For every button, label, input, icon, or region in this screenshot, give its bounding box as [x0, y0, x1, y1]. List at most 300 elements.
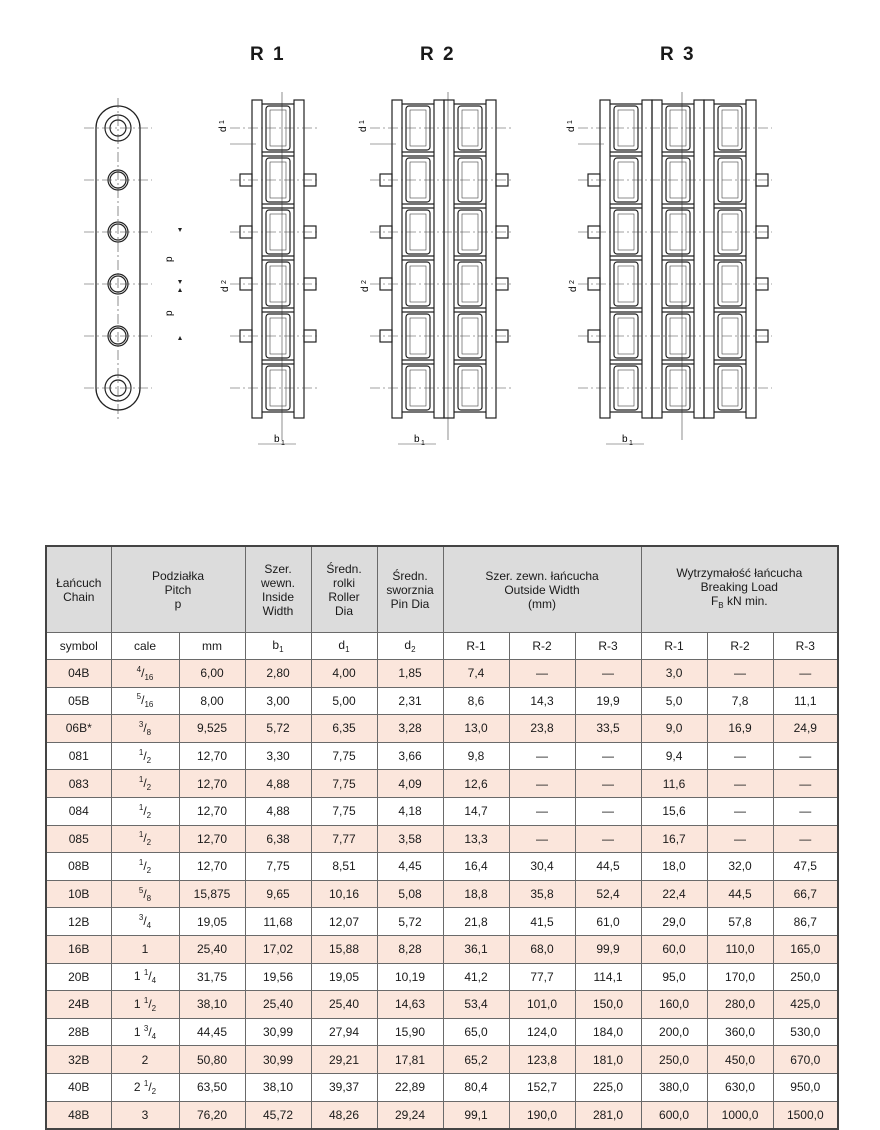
cell-d1: 25,40 [311, 991, 377, 1019]
cell-d1: 29,21 [311, 1046, 377, 1074]
cell-outside-width: 101,0 [509, 991, 575, 1019]
cell-outside-width: 77,7 [509, 963, 575, 991]
cell-outside-width: 14,3 [509, 687, 575, 715]
cell-d1: 39,37 [311, 1073, 377, 1101]
cell-d2: 4,09 [377, 770, 443, 798]
cell-breaking-load: 530,0 [773, 1018, 838, 1046]
header-line: Łańcuch [56, 575, 102, 590]
subheader-sub: 2 [411, 645, 416, 654]
cell-breaking-load: 66,7 [773, 880, 838, 908]
cell-d1: 6,35 [311, 715, 377, 743]
cell-inches [111, 715, 179, 743]
cell-outside-width: 181,0 [575, 1046, 641, 1074]
cell-breaking-load: 425,0 [773, 991, 838, 1019]
cell-d1: 5,00 [311, 687, 377, 715]
cell-mm: 63,50 [179, 1073, 245, 1101]
cell-breaking-load: 950,0 [773, 1073, 838, 1101]
header-line: (mm) [528, 596, 556, 611]
cell-b1: 5,72 [245, 715, 311, 743]
subheader-cell [773, 633, 838, 660]
cell-inches [111, 963, 179, 991]
cell-breaking-load: 11,6 [641, 770, 707, 798]
cell-d2: 5,72 [377, 908, 443, 936]
table-subheader-row [46, 633, 838, 660]
cell-mm: 12,70 [179, 825, 245, 853]
cell-breaking-load: 60,0 [641, 935, 707, 963]
table-row [46, 660, 838, 688]
header-line: Outside Width [504, 582, 580, 597]
header-line: Szer. [264, 561, 292, 576]
cell-breaking-load: 7,8 [707, 687, 773, 715]
cell-breaking-load: 5,0 [641, 687, 707, 715]
inch-slash: / [148, 969, 152, 984]
header-line: Pin Dia [390, 596, 430, 611]
cell-breaking-load: — [773, 742, 838, 770]
inch-slash: / [143, 858, 147, 873]
title-r1: R 1 [250, 44, 286, 65]
outer-plate [392, 100, 402, 418]
label-d1: d [566, 126, 577, 132]
cell-b1: 38,10 [245, 1073, 311, 1101]
chain-technical-drawing [0, 0, 880, 470]
cell-b1: 25,40 [245, 991, 311, 1019]
inch-num: 1 [138, 747, 144, 757]
cell-breaking-load: 1000,0 [707, 1101, 773, 1129]
cell-outside-width: 9,8 [443, 742, 509, 770]
cell-d1: 7,75 [311, 770, 377, 798]
cell-inches [111, 687, 179, 715]
header-tail: kN min. [723, 594, 768, 608]
header-line: Wytrzymałość łańcucha [676, 566, 803, 580]
header-line: Podziałka [151, 568, 205, 583]
cell-outside-width: 23,8 [509, 715, 575, 743]
outer-plate [444, 100, 454, 418]
cell-symbol: 04B [46, 660, 111, 688]
header-cell [111, 546, 245, 633]
header-cell [443, 546, 641, 633]
cell-outside-width: — [575, 825, 641, 853]
cell-d1: 7,75 [311, 797, 377, 825]
subheader-text: R-1 [664, 639, 684, 653]
cell-symbol: 08B [46, 853, 111, 881]
cell-inches [111, 742, 179, 770]
label-b1-sub: 1 [421, 440, 425, 447]
inch-num: 4 [136, 664, 142, 674]
label-b1-sub: 1 [281, 440, 285, 447]
cell-outside-width: — [509, 825, 575, 853]
cell-outside-width: 123,8 [509, 1046, 575, 1074]
header-line: sworznia [386, 582, 434, 597]
cell-outside-width: — [509, 742, 575, 770]
inch-den: 4 [151, 1031, 157, 1041]
cell-breaking-load: 110,0 [707, 935, 773, 963]
cell-outside-width: — [575, 660, 641, 688]
cell-breaking-load: 95,0 [641, 963, 707, 991]
cell-outside-width: 36,1 [443, 935, 509, 963]
cell-breaking-load: 360,0 [707, 1018, 773, 1046]
cell-breaking-load: — [707, 770, 773, 798]
cell-outside-width: 13,3 [443, 825, 509, 853]
inch-num: 5 [138, 885, 144, 895]
cell-d2: 3,66 [377, 742, 443, 770]
cell-breaking-load: 450,0 [707, 1046, 773, 1074]
cell-breaking-load: 670,0 [773, 1046, 838, 1074]
cell-breaking-load: 630,0 [707, 1073, 773, 1101]
cell-breaking-load: — [773, 770, 838, 798]
cell-mm: 12,70 [179, 797, 245, 825]
inch-whole: 3 [141, 1107, 149, 1122]
inch-den: 8 [146, 727, 152, 737]
header-cell [46, 546, 111, 633]
cell-b1: 3,00 [245, 687, 311, 715]
cell-breaking-load: 11,1 [773, 687, 838, 715]
cell-mm: 50,80 [179, 1046, 245, 1074]
cell-outside-width: 53,4 [443, 991, 509, 1019]
cell-symbol: 06B* [46, 715, 111, 743]
cell-symbol: 40B [46, 1073, 111, 1101]
outer-plate [746, 100, 756, 418]
cell-b1: 17,02 [245, 935, 311, 963]
subheader-text: mm [202, 639, 222, 653]
subheader-text: R-3 [598, 639, 618, 653]
cell-d1: 7,77 [311, 825, 377, 853]
cell-symbol: 24B [46, 991, 111, 1019]
header-cell [641, 546, 838, 633]
cell-outside-width: 184,0 [575, 1018, 641, 1046]
header-line: Szer. zewn. łańcucha [485, 568, 599, 583]
cell-b1: 30,99 [245, 1046, 311, 1074]
inch-whole: 1 [133, 1024, 144, 1039]
cell-outside-width: 61,0 [575, 908, 641, 936]
subheader-cell [111, 633, 179, 660]
label-d2-sub: 2 [569, 280, 576, 284]
label-b1: b [414, 434, 420, 445]
header-line: p [174, 596, 182, 611]
table-row [46, 1046, 838, 1074]
inch-num: 3 [143, 1023, 149, 1033]
cell-outside-width: 35,8 [509, 880, 575, 908]
cell-outside-width: 13,0 [443, 715, 509, 743]
cell-breaking-load: 170,0 [707, 963, 773, 991]
inch-slash: / [143, 720, 147, 735]
cell-d2: 22,89 [377, 1073, 443, 1101]
cell-outside-width: 68,0 [509, 935, 575, 963]
label-d2-sub: 2 [221, 280, 228, 284]
cell-inches [111, 660, 179, 688]
cell-breaking-load: — [707, 825, 773, 853]
cell-breaking-load: 22,4 [641, 880, 707, 908]
subheader-text: R-1 [466, 639, 486, 653]
cell-outside-width: 99,1 [443, 1101, 509, 1129]
subheader-text: R-3 [795, 639, 815, 653]
inch-den: 4 [146, 921, 152, 931]
cell-b1: 19,56 [245, 963, 311, 991]
inch-den: 16 [144, 700, 154, 710]
cell-outside-width: 41,2 [443, 963, 509, 991]
inch-whole: 1 [141, 942, 149, 957]
subheader-text: d [404, 638, 412, 652]
cell-b1: 4,88 [245, 797, 311, 825]
inch-den: 2 [151, 1003, 157, 1013]
inch-den: 2 [146, 865, 152, 875]
cell-outside-width: 21,8 [443, 908, 509, 936]
header-line: Roller [328, 589, 360, 604]
label-d1-sub: 1 [567, 120, 574, 124]
table-row [46, 825, 838, 853]
cell-mm: 31,75 [179, 963, 245, 991]
header-line: Dia [334, 603, 353, 618]
cell-outside-width: 152,7 [509, 1073, 575, 1101]
cell-outside-width: 190,0 [509, 1101, 575, 1129]
inch-num: 1 [138, 802, 144, 812]
cell-outside-width: 65,0 [443, 1018, 509, 1046]
header-line: wewn. [260, 575, 295, 590]
inch-slash: / [143, 831, 147, 846]
header-cell [245, 546, 311, 633]
cell-symbol: 20B [46, 963, 111, 991]
subheader-cell [311, 633, 377, 660]
subheader-cell [179, 633, 245, 660]
subheader-text: R-2 [532, 639, 552, 653]
label-d2: d [568, 286, 579, 292]
header-line: Chain [63, 589, 95, 604]
cell-outside-width: 7,4 [443, 660, 509, 688]
cell-d1: 48,26 [311, 1101, 377, 1129]
cell-symbol: 48B [46, 1101, 111, 1129]
label-d2-sub: 2 [361, 280, 368, 284]
table-row [46, 742, 838, 770]
header-line: $F_B$ kN min. [710, 594, 768, 610]
label-b1: b [622, 434, 628, 445]
cell-d2: 5,08 [377, 880, 443, 908]
header-cell [311, 546, 377, 633]
cell-d1: 4,00 [311, 660, 377, 688]
cell-outside-width: — [509, 660, 575, 688]
cell-outside-width: 41,5 [509, 908, 575, 936]
label-d1: d [218, 126, 229, 132]
cell-symbol: 085 [46, 825, 111, 853]
cell-breaking-load: — [707, 660, 773, 688]
cell-outside-width: 16,4 [443, 853, 509, 881]
label-d1-sub: 1 [359, 120, 366, 124]
chain-spec-table [45, 545, 839, 1130]
inch-whole: 2 [141, 1052, 149, 1067]
cell-outside-width: 225,0 [575, 1073, 641, 1101]
table-row [46, 963, 838, 991]
cell-breaking-load: 600,0 [641, 1101, 707, 1129]
cell-mm: 6,00 [179, 660, 245, 688]
cell-breaking-load: 32,0 [707, 853, 773, 881]
cell-breaking-load: 3,0 [641, 660, 707, 688]
cell-breaking-load: 57,8 [707, 908, 773, 936]
cell-outside-width: 14,7 [443, 797, 509, 825]
cell-d2: 29,24 [377, 1101, 443, 1129]
inch-num: 3 [138, 719, 144, 729]
cell-mm: 25,40 [179, 935, 245, 963]
header-line: Width [262, 603, 294, 618]
cell-symbol: 32B [46, 1046, 111, 1074]
inch-slash: / [148, 1079, 152, 1094]
cell-breaking-load: 24,9 [773, 715, 838, 743]
cell-breaking-load: 160,0 [641, 991, 707, 1019]
inch-whole: 2 [133, 1079, 144, 1094]
label-d1-sub: 1 [219, 120, 226, 124]
cell-mm: 12,70 [179, 742, 245, 770]
outer-plate [252, 100, 262, 418]
table-row [46, 908, 838, 936]
cell-outside-width: — [575, 742, 641, 770]
cell-symbol: 12B [46, 908, 111, 936]
cell-inches [111, 1018, 179, 1046]
table-row [46, 991, 838, 1019]
cell-b1: 3,30 [245, 742, 311, 770]
cell-outside-width: 114,1 [575, 963, 641, 991]
cell-mm: 44,45 [179, 1018, 245, 1046]
cell-breaking-load: 250,0 [641, 1046, 707, 1074]
cell-d2: 2,31 [377, 687, 443, 715]
inch-slash: / [148, 996, 152, 1011]
cell-b1: 7,75 [245, 853, 311, 881]
subheader-text: cale [133, 639, 156, 653]
cell-inches [111, 880, 179, 908]
title-r2: R 2 [420, 44, 456, 65]
inch-num: 1 [138, 775, 144, 785]
cell-outside-width: 8,6 [443, 687, 509, 715]
subheader-cell [377, 633, 443, 660]
table-row [46, 770, 838, 798]
cell-inches [111, 825, 179, 853]
outer-plate [434, 100, 444, 418]
table-row [46, 797, 838, 825]
label-d1: d [358, 126, 369, 132]
cell-symbol: 081 [46, 742, 111, 770]
subheader-cell [641, 633, 707, 660]
inch-whole: 1 [133, 996, 144, 1011]
cell-d2: 17,81 [377, 1046, 443, 1074]
outer-plate [600, 100, 610, 418]
cell-b1: 6,38 [245, 825, 311, 853]
cell-outside-width: 281,0 [575, 1101, 641, 1129]
subheader-cell [46, 633, 111, 660]
cell-inches [111, 1046, 179, 1074]
cell-symbol: 10B [46, 880, 111, 908]
header-line: Pitch [164, 582, 192, 597]
cell-inches [111, 908, 179, 936]
inch-den: 2 [146, 838, 152, 848]
cell-breaking-load: 16,9 [707, 715, 773, 743]
cell-mm: 76,20 [179, 1101, 245, 1129]
cell-breaking-load: 280,0 [707, 991, 773, 1019]
cell-inches [111, 1101, 179, 1129]
cell-mm: 19,05 [179, 908, 245, 936]
cell-breaking-load: — [773, 825, 838, 853]
cell-inches [111, 797, 179, 825]
cell-outside-width: 52,4 [575, 880, 641, 908]
subheader-sub: 1 [279, 645, 284, 654]
cell-breaking-load: 200,0 [641, 1018, 707, 1046]
cell-breaking-load: 380,0 [641, 1073, 707, 1101]
cell-d2: 14,63 [377, 991, 443, 1019]
cell-outside-width: 44,5 [575, 853, 641, 881]
table-row [46, 1073, 838, 1101]
cell-symbol: 05B [46, 687, 111, 715]
cell-b1: 4,88 [245, 770, 311, 798]
cell-symbol: 16B [46, 935, 111, 963]
table-row [46, 935, 838, 963]
cell-inches [111, 853, 179, 881]
cell-outside-width: 18,8 [443, 880, 509, 908]
label-b1: b [274, 434, 280, 445]
cell-breaking-load: — [773, 660, 838, 688]
subheader-text: symbol [59, 639, 98, 653]
cell-outside-width: 12,6 [443, 770, 509, 798]
cell-outside-width: 19,9 [575, 687, 641, 715]
subheader-cell [245, 633, 311, 660]
inch-slash: / [143, 748, 147, 763]
cell-outside-width: 124,0 [509, 1018, 575, 1046]
inch-whole: 1 [133, 969, 144, 984]
table-row [46, 853, 838, 881]
cell-outside-width: 80,4 [443, 1073, 509, 1101]
outer-plate [704, 100, 714, 418]
cell-d1: 19,05 [311, 963, 377, 991]
cell-d2: 4,18 [377, 797, 443, 825]
cell-breaking-load: 86,7 [773, 908, 838, 936]
label-d2: d [360, 286, 371, 292]
cell-mm: 38,10 [179, 991, 245, 1019]
cell-outside-width: 150,0 [575, 991, 641, 1019]
cell-breaking-load: 16,7 [641, 825, 707, 853]
inch-slash: / [148, 1024, 152, 1039]
label-p: p [164, 256, 175, 262]
inch-num: 1 [143, 968, 149, 978]
inch-slash: / [143, 886, 147, 901]
cell-outside-width: 33,5 [575, 715, 641, 743]
inch-den: 4 [151, 976, 157, 986]
cell-d2: 3,58 [377, 825, 443, 853]
label-d2: d [220, 286, 231, 292]
cell-d1: 7,75 [311, 742, 377, 770]
subheader-text: d [338, 638, 346, 652]
subheader-text: R-2 [730, 639, 750, 653]
pitch-arrows [178, 228, 182, 340]
cell-breaking-load: 18,0 [641, 853, 707, 881]
cell-d2: 4,45 [377, 853, 443, 881]
table-row [46, 687, 838, 715]
outer-plate [294, 100, 304, 418]
inch-slash: / [143, 776, 147, 791]
cell-mm: 12,70 [179, 853, 245, 881]
cell-inches [111, 770, 179, 798]
cell-outside-width: — [509, 770, 575, 798]
cell-mm: 9,525 [179, 715, 245, 743]
header-sub: B [718, 601, 724, 610]
table-row [46, 1101, 838, 1129]
cell-symbol: 084 [46, 797, 111, 825]
cell-outside-width: 30,4 [509, 853, 575, 881]
cell-mm: 8,00 [179, 687, 245, 715]
cell-breaking-load: 9,0 [641, 715, 707, 743]
cell-breaking-load: — [707, 742, 773, 770]
cell-breaking-load: 250,0 [773, 963, 838, 991]
cell-d2: 1,85 [377, 660, 443, 688]
subheader-cell [509, 633, 575, 660]
header-line: rolki [332, 575, 355, 590]
cell-inches [111, 935, 179, 963]
cell-d1: 8,51 [311, 853, 377, 881]
cell-mm: 15,875 [179, 880, 245, 908]
cell-outside-width: 65,2 [443, 1046, 509, 1074]
